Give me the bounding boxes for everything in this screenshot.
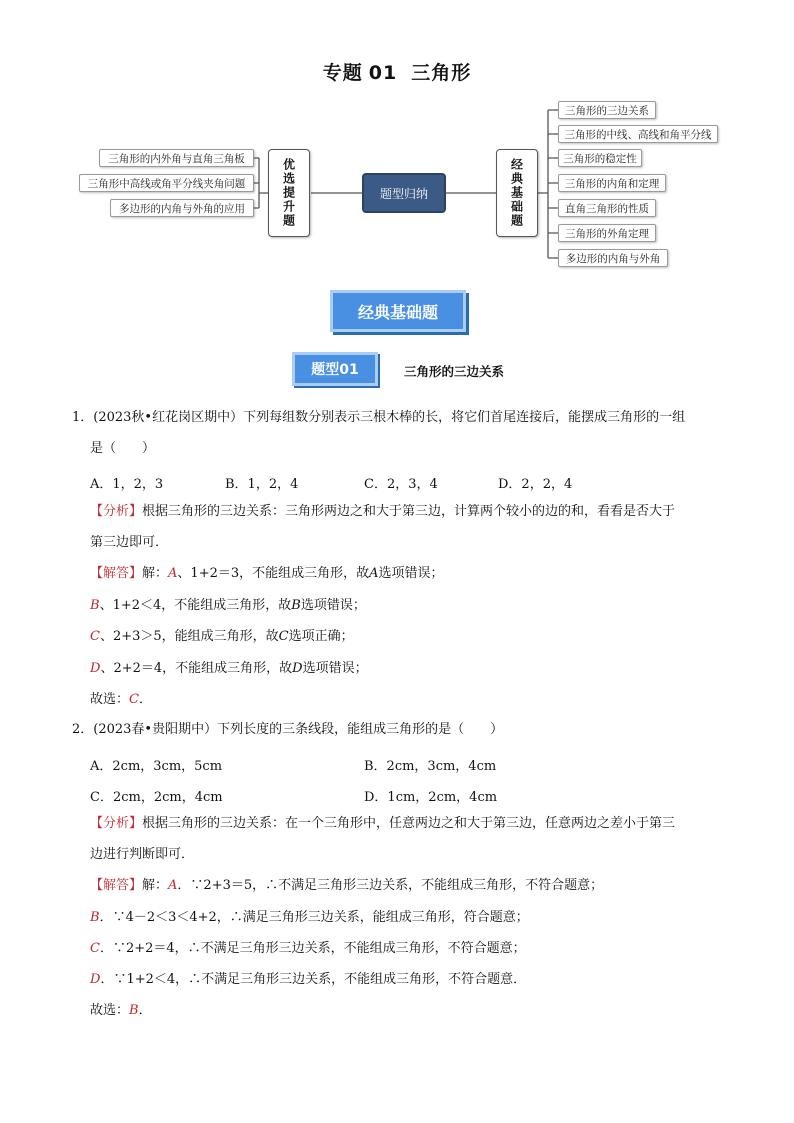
- q2-answer-line-d: [90, 970, 526, 990]
- q1-answer-line-c: [90, 627, 354, 647]
- q2-choice-line: [90, 1001, 152, 1021]
- q1-answer-tag: 【解答】: [90, 566, 143, 581]
- q2-line-a-text: ．∵2+3＝5，∴不满足三角形三边关系，不能组成三角形，不符合题意；: [177, 878, 604, 893]
- mm-left-branch: 优选提升题: [268, 149, 310, 237]
- q1-analysis-line1: [90, 502, 675, 522]
- mm-left-item-2: 三角形中高线或角平分线夹角问题: [79, 174, 254, 192]
- mm-center-node: 题型归纳: [362, 173, 446, 213]
- section-badge: 经典基础题: [330, 290, 466, 332]
- q2-choice: B: [129, 1003, 139, 1018]
- mm-right-item-2: 三角形的中线、高线和角平分线: [558, 125, 718, 143]
- q1-line-b-letter: B: [90, 598, 100, 613]
- q2-choice-end: ．: [138, 1003, 152, 1018]
- q2-line-c-letter: C: [90, 941, 100, 956]
- q1-line-b-text: 、1+2＜4，不能组成三角形，故: [99, 598, 292, 613]
- q1-line-d-letter: D: [90, 661, 101, 676]
- q1-option-d: D．2，2，4: [498, 477, 573, 492]
- title-name: 三角形: [411, 62, 472, 84]
- q1-line-b-letter2: B: [291, 598, 301, 613]
- title-number: 01: [368, 62, 398, 84]
- q2-answer-line-c: [90, 939, 526, 959]
- title-prefix: 专题: [322, 62, 363, 84]
- q1-line-a-tail: 选项错误；: [378, 566, 444, 581]
- q1-line-c-tail: 选项正确；: [288, 629, 354, 644]
- q2-answer-tag: 【解答】: [90, 878, 143, 893]
- q1-line-c-text: 、2+3＞5，能组成三角形，故: [99, 629, 279, 644]
- mm-left-item-1: 三角形的内外角与直角三角板: [99, 149, 254, 167]
- q1-choice-lead: 故选：: [90, 692, 130, 707]
- q2-analysis-line1: [90, 814, 675, 834]
- q1-stem-line2: 是（ ）: [90, 441, 156, 456]
- mm-right-item-6: 三角形的外角定理: [558, 224, 656, 242]
- q1-line-d-text: 、2+2＝4，不能组成三角形，故: [100, 661, 293, 676]
- q1-line-c-letter2: C: [278, 629, 289, 644]
- q2-choice-lead: 故选：: [90, 1003, 130, 1018]
- q2-line-b-letter: B: [90, 910, 100, 925]
- q1-line-a-text: 、1+2＝3，不能组成三角形，故: [177, 566, 370, 581]
- mm-right-item-5: 直角三角形的性质: [558, 199, 656, 217]
- type-title: 三角形的三边关系: [404, 364, 505, 379]
- q1-analysis-line2: 第三边即可．: [90, 535, 169, 550]
- q2-line-d-letter: D: [90, 972, 101, 987]
- q1-option-b: B．1，2，4: [225, 477, 299, 492]
- q1-analysis-tag: 【分析】: [90, 504, 143, 519]
- q2-option-a: A．2cm，3cm，5cm: [90, 759, 223, 774]
- page-title: [0, 58, 794, 85]
- q2-option-d: D．1cm，2cm，4cm: [364, 790, 498, 805]
- q2-line-b-text: ．∵4－2＜3＜4+2，∴满足三角形三边关系，能组成三角形，符合题意；: [99, 910, 529, 925]
- q1-option-c: C．2，3，4: [364, 477, 438, 492]
- q2-analysis-tag: 【分析】: [90, 816, 143, 831]
- type-badge: 题型01: [292, 352, 378, 386]
- q1-line-b-tail: 选项错误；: [300, 598, 366, 613]
- q2-answer-lead: 解：: [142, 878, 169, 893]
- q1-choice-line: [90, 690, 152, 710]
- q1-line-c-letter: C: [90, 629, 100, 644]
- q2-line-c-text: ．∵2+2＝4，∴不满足三角形三边关系，不能组成三角形，不符合题意；: [99, 941, 526, 956]
- q1-choice-end: ．: [138, 692, 152, 707]
- q1-answer-line-d: [90, 659, 368, 679]
- mm-right-branch: 经典基础题: [496, 149, 538, 237]
- q1-stem-line1: 1．(2023秋•红花岗区期中）下列每组数分别表示三根木棒的长，将它们首尾连接后，能摆成三角形的一组: [72, 410, 686, 425]
- q2-answer-line-b: [90, 908, 529, 928]
- q2-line-a-letter: A: [168, 878, 178, 893]
- q1-line-d-tail: 选项错误；: [302, 661, 368, 676]
- mm-right-item-1: 三角形的三边关系: [558, 101, 656, 119]
- mm-right-item-7: 多边形的内角与外角: [558, 249, 668, 267]
- q2-option-c: C．2cm，2cm，4cm: [90, 790, 223, 805]
- q2-option-b: B．2cm，3cm，4cm: [364, 759, 497, 774]
- q2-analysis-text1: 根据三角形的三边关系：在一个三角形中，任意两边之和大于第三边，任意两边之差小于第三: [142, 816, 676, 831]
- q2-line-d-text: ．∵1+2＜4，∴不满足三角形三边关系，不能组成三角形，不符合题意．: [100, 972, 527, 987]
- q1-analysis-text1: 根据三角形的三边关系：三角形两边之和大于第三边，计算两个较小的边的和，看看是否大于: [142, 504, 676, 519]
- q1-option-a: A．1，2，3: [90, 477, 164, 492]
- q1-choice: C: [129, 692, 139, 707]
- mm-left-item-3: 多边形的内角与外角的应用: [110, 199, 254, 217]
- q1-line-a-letter2: A: [369, 566, 379, 581]
- q2-analysis-line2: 边进行判断即可．: [90, 847, 195, 862]
- q1-answer-line-a: [90, 564, 444, 584]
- q1-line-d-letter2: D: [292, 661, 303, 676]
- q1-answer-lead: 解：: [142, 566, 169, 581]
- q2-answer-line-a: [90, 876, 603, 896]
- mm-right-item-3: 三角形的稳定性: [558, 149, 642, 167]
- q1-line-a-letter: A: [168, 566, 178, 581]
- q2-stem: 2．(2023春•贵阳期中）下列长度的三条线段，能组成三角形的是（ ）: [72, 722, 504, 737]
- mm-right-item-4: 三角形的内角和定理: [558, 174, 666, 192]
- q1-answer-line-b: [90, 596, 366, 616]
